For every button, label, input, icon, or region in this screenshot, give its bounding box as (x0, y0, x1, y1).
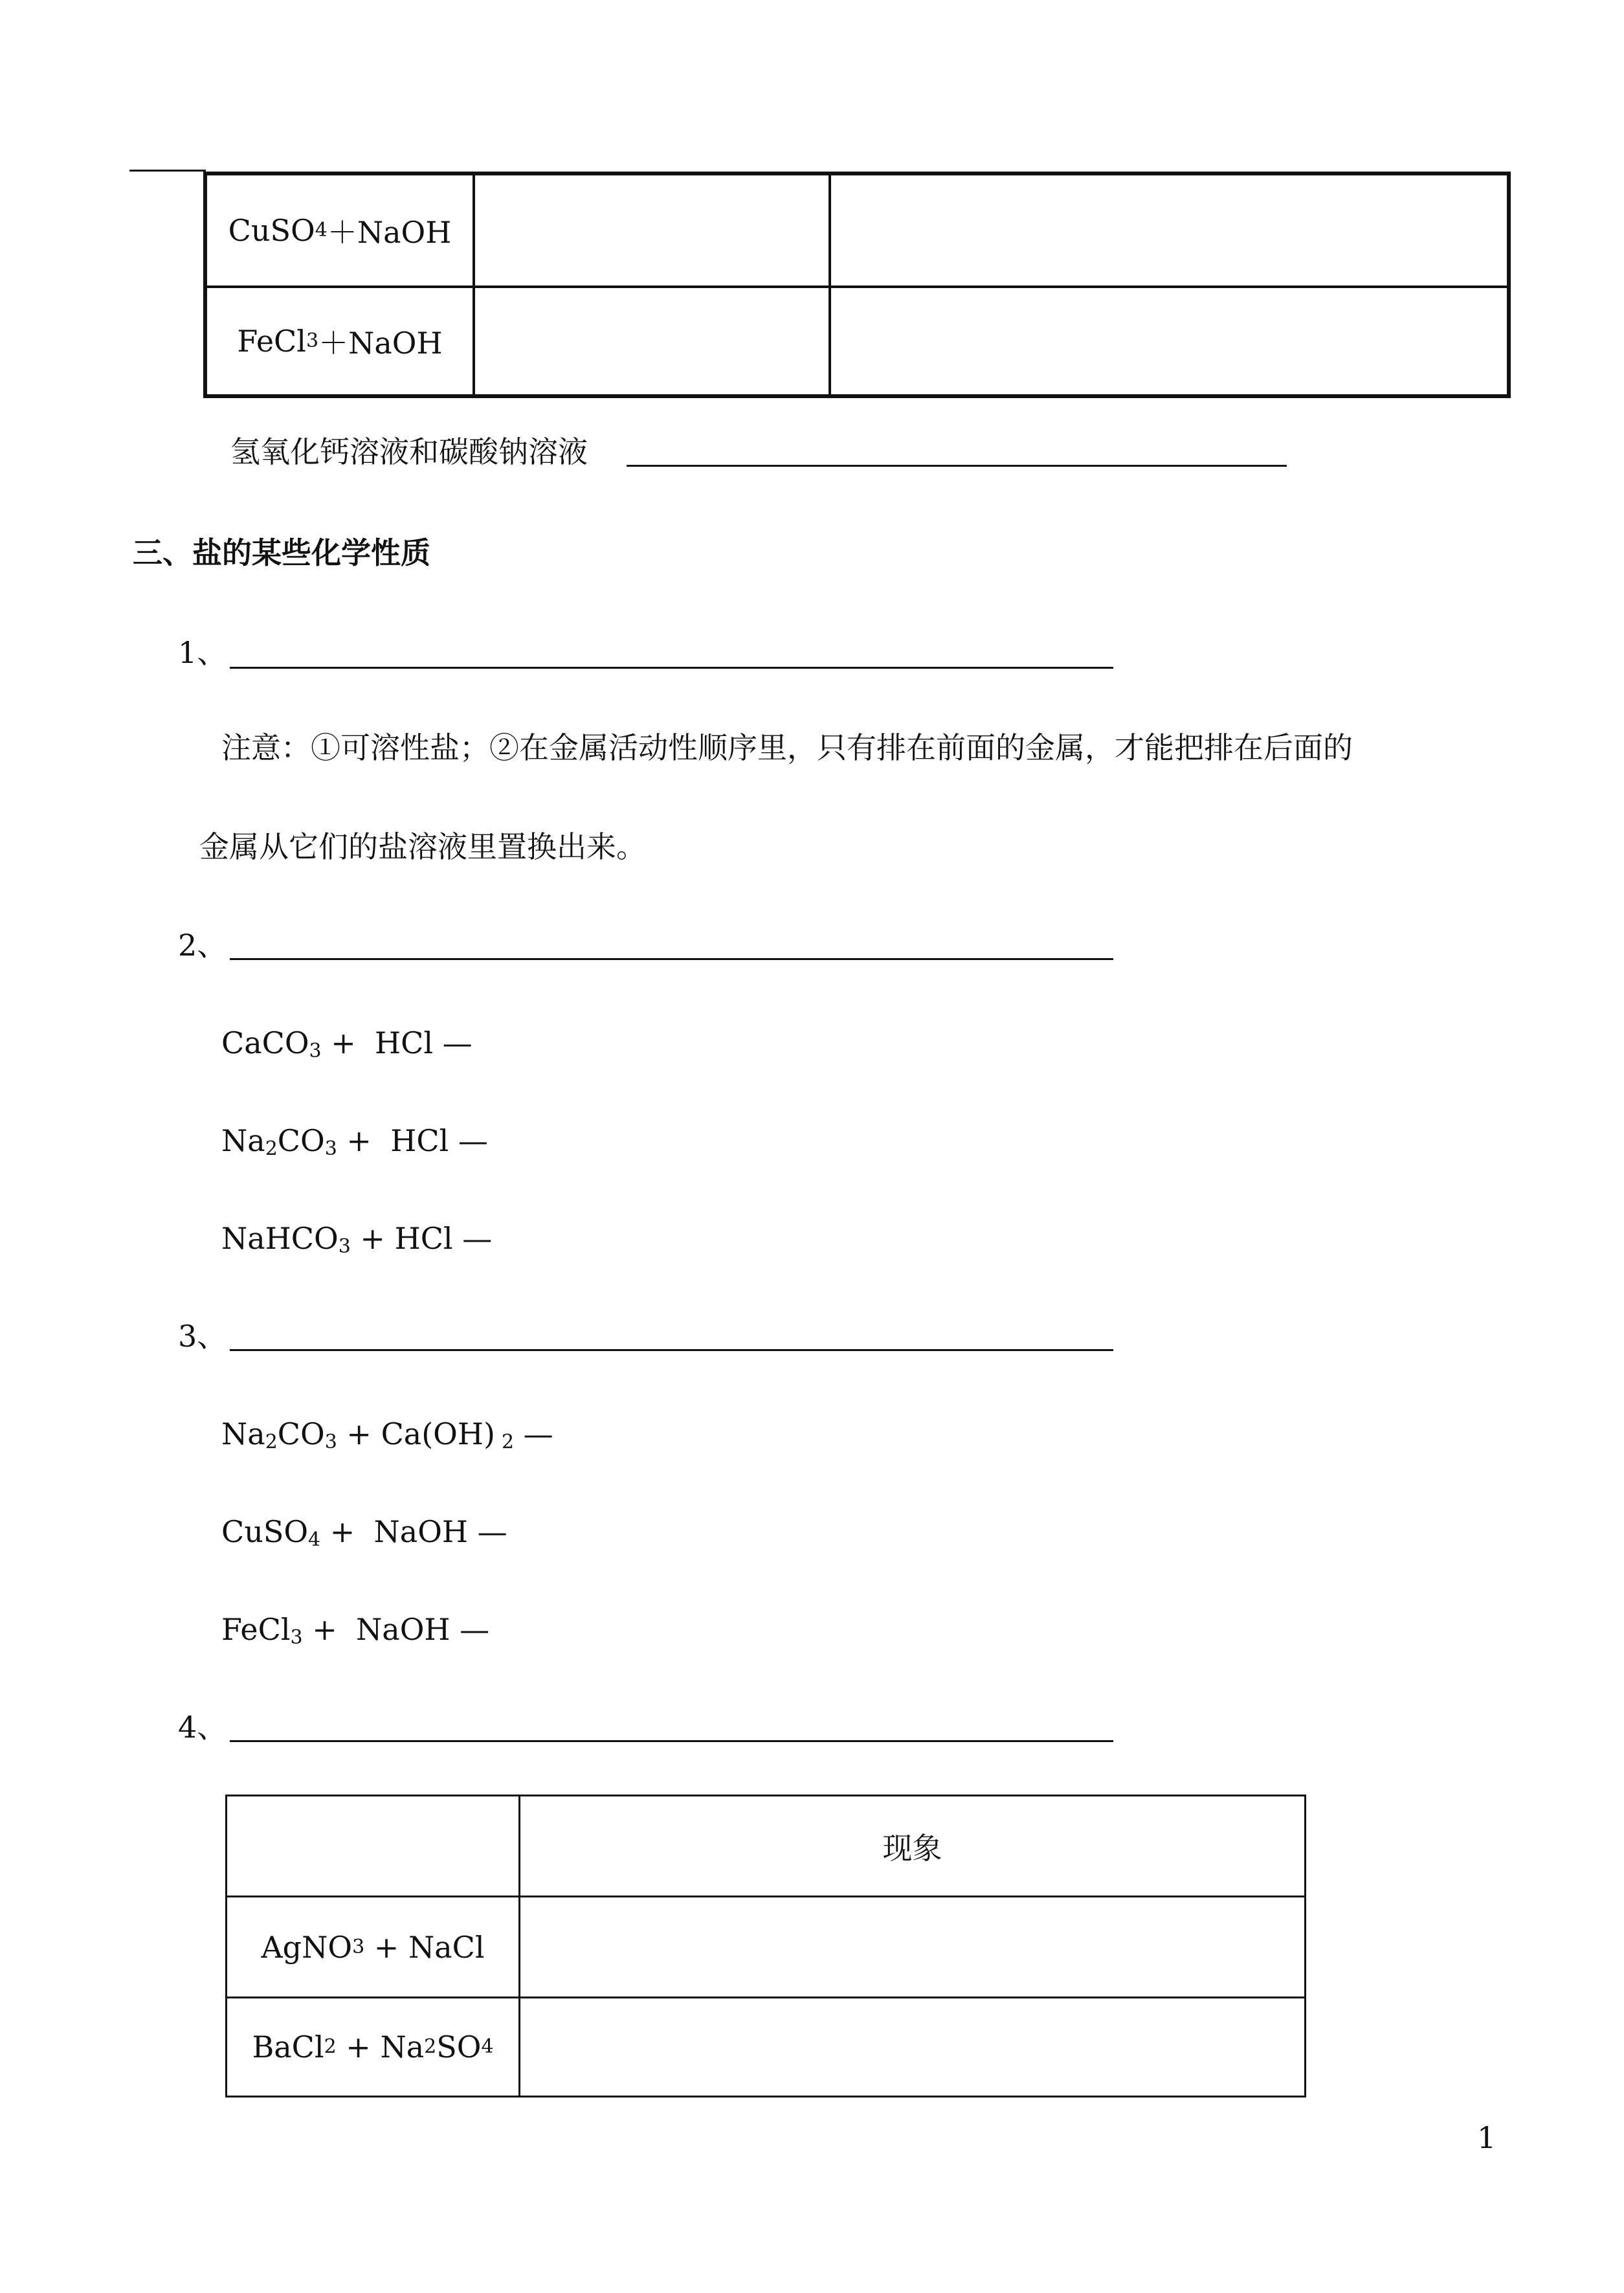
table-cell-blank[interactable] (520, 1998, 1304, 2096)
answer-blank-line[interactable] (230, 1349, 1113, 1351)
table-cell-reaction: CuSO 4 ＋NaOH (228, 213, 452, 250)
table-cell-reaction: BaCl 2 + Na 2 SO 4 (252, 2030, 494, 2064)
item-1-label: 1、 (178, 635, 227, 670)
equation: CaCO$_3$ + HCl — (221, 1025, 473, 1062)
table-cell-blank[interactable] (831, 175, 1507, 285)
table-cell-blank[interactable] (831, 288, 1507, 394)
calcium-carbonate-prompt: 氢氧化钙溶液和碳酸钠溶液 (230, 434, 588, 469)
table-cell-blank[interactable] (475, 288, 829, 394)
header-rule (129, 170, 206, 172)
answer-blank-line[interactable] (627, 465, 1287, 467)
reaction-table-top (203, 172, 1511, 398)
equation: $Na_2CO_3 + Ca(OH)$ $_2$ — (221, 1416, 553, 1453)
answer-blank-line[interactable] (230, 1740, 1113, 1742)
item-3-label: 3、 (178, 1319, 227, 1354)
note-line: 注意：①可溶性盐；②在金属活动性顺序里，只有排在前面的金属，才能把排在后面的 (221, 730, 1353, 765)
answer-blank-line[interactable] (230, 667, 1113, 669)
equation: CuSO$_4$ + NaOH — (221, 1514, 507, 1551)
table-cell-reaction: AgNO 3 + NaCl (261, 1929, 485, 1965)
answer-blank-line[interactable] (230, 958, 1113, 960)
table-header-phenomenon: 现象 (882, 1830, 942, 1866)
table-header-blank (227, 1796, 518, 1896)
section-title: 三、盐的某些化学性质 (133, 535, 430, 570)
equation: $Na_2CO_3$ + HCl — (221, 1123, 488, 1160)
table-cell-reaction: FeCl 3 ＋NaOH (237, 324, 443, 361)
precipitate-table (225, 1795, 1306, 2097)
table-cell-blank[interactable] (475, 175, 829, 285)
equation: NaHCO$_3$ + HCl — (221, 1221, 493, 1258)
equation: FeCl$_3$ + NaOH — (221, 1612, 490, 1649)
page-number: 1 (1477, 2120, 1496, 2155)
item-2-label: 2、 (178, 928, 227, 963)
note-line: 金属从它们的盐溶液里置换出来。 (199, 829, 646, 864)
item-4-label: 4、 (178, 1710, 227, 1745)
table-cell-blank[interactable] (520, 1897, 1304, 1997)
